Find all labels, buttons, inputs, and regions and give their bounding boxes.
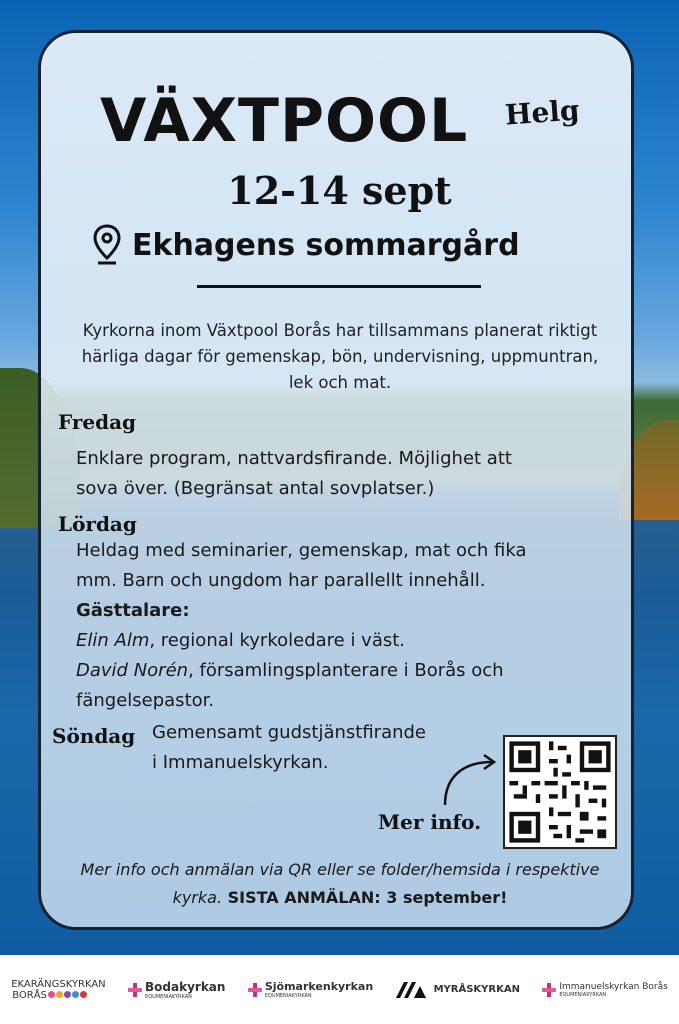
speaker1 — [76, 626, 405, 656]
logo-name: Sjömarkenkyrkan — [264, 980, 374, 993]
saturday-label: Lördag — [58, 512, 137, 536]
logo-sub: EQUMENIAKYRKAN — [145, 993, 192, 1000]
myras-logo-icon — [396, 982, 430, 998]
intro-text: Kyrkorna inom Växtpool Borås har tillsammans planerat riktigt härliga dagar för gemenskap, bön, undervisning, uppmuntran, lek och mat. — [81, 321, 599, 392]
sunday-label: Söndag — [52, 724, 136, 748]
registration-note-text: Mer info och anmälan via QR eller se folder/hemsida i respektive kyrka. — [80, 860, 600, 907]
logo-myraskyrkan — [396, 982, 520, 998]
cross-logo-icon — [542, 983, 556, 997]
saturday-line2: mm. Barn och ungdom har parallellt innehåll. — [76, 570, 486, 591]
logo-sub: EQUMENIAKYRKAN — [559, 991, 607, 998]
event-dates: 12-14 sept — [227, 168, 452, 213]
logo-name: Bodakyrkan — [145, 979, 226, 994]
more-info-label: Mer info. — [378, 810, 482, 834]
logo-sub: EQUMENIAKYRKAN — [264, 993, 312, 999]
friday-label: Fredag — [58, 410, 137, 434]
friday-line1: Enklare program, nattvardsfirande. Möjlighet att — [76, 448, 512, 469]
logo-sub: BORÅS — [12, 989, 47, 1001]
cross-logo-icon — [248, 983, 262, 997]
sunday-line2: i Immanuelskyrkan. — [152, 752, 329, 773]
speaker2-role: , församlingsplanterare i Borås och — [188, 660, 504, 681]
sunday-line1: Gemensamt gudstjänstfirande — [152, 722, 427, 743]
logo-ekarangskyrkan — [11, 979, 105, 1001]
speaker1-role: , regional kyrkoledare i väst. — [149, 630, 406, 651]
speaker2-role-line2: fängelsepastor. — [76, 690, 215, 711]
qr-code-icon[interactable] — [503, 735, 617, 849]
logo-name: Immanuelskyrkan Borås — [559, 981, 668, 992]
helg-tag: Helg — [503, 93, 581, 132]
speaker2-name: David Norén — [76, 660, 189, 681]
poster-title: VÄXTPOOL — [100, 86, 469, 156]
logo-immanuelskyrkan — [542, 982, 667, 998]
logo-sjomarkenkyrkan — [248, 980, 373, 999]
logo-dots — [11, 990, 87, 1001]
arrow-icon — [440, 750, 500, 810]
location-pin-icon — [92, 224, 122, 266]
event-location — [92, 224, 520, 266]
registration-note — [70, 856, 610, 912]
speaker1-name: Elin Alm — [76, 630, 150, 651]
sponsor-logos — [0, 955, 679, 1024]
speakers-label: Gästtalare: — [76, 600, 190, 621]
registration-deadline: SISTA ANMÄLAN: 3 september! — [222, 888, 508, 907]
saturday-line1: Heldag med seminarier, gemenskap, mat och fika — [76, 540, 527, 561]
divider — [197, 285, 481, 288]
cross-logo-icon — [128, 983, 142, 997]
logo-name: EKARÄNGSKYRKAN — [11, 978, 106, 990]
logo-bodakyrkan — [128, 980, 225, 1000]
location-label: Ekhagens sommargård — [132, 227, 520, 263]
logo-name: MYRÅSKYRKAN — [433, 984, 520, 995]
friday-line2: sova över. (Begränsat antal sovplatser.) — [76, 478, 435, 499]
speaker2 — [76, 656, 504, 686]
